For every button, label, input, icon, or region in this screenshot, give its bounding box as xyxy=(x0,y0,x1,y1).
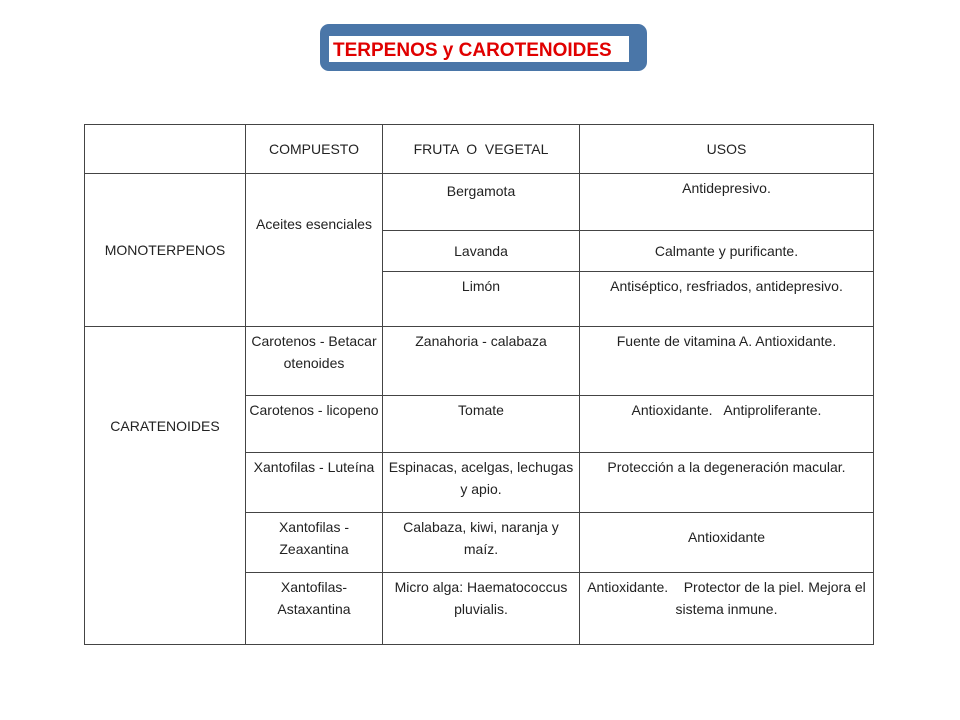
fruta-cell: Bergamota xyxy=(383,174,580,231)
header-fruta-vegetal: FRUTA O VEGETAL xyxy=(383,125,580,174)
terpenes-table xyxy=(84,124,874,645)
compound-cell: Aceites esenciales xyxy=(246,174,383,327)
usos-cell: Antiséptico, resfriados, antidepresivo. xyxy=(580,272,874,327)
compound-cell: Carotenos - Betacarotenoides xyxy=(246,327,383,396)
table-row xyxy=(85,174,874,231)
fruta-cell: Zanahoria - calabaza xyxy=(383,327,580,396)
fruta-cell: Calabaza, kiwi, naranja y maíz. xyxy=(383,513,580,573)
table-row xyxy=(85,327,874,396)
page-title: TERPENOS y CAROTENOIDES xyxy=(329,36,629,62)
fruta-cell: Tomate xyxy=(383,396,580,453)
header-usos: USOS xyxy=(580,125,874,174)
group-cell-caratenoides: CARATENOIDES xyxy=(85,327,246,645)
fruta-cell: Limón xyxy=(383,272,580,327)
usos-cell: Antidepresivo. xyxy=(580,174,874,231)
header-compuesto: COMPUESTO xyxy=(246,125,383,174)
usos-cell: Calmante y purificante. xyxy=(580,231,874,272)
fruta-cell: Micro alga: Haematococcus pluvialis. xyxy=(383,573,580,645)
fruta-cell: Lavanda xyxy=(383,231,580,272)
title-frame xyxy=(320,24,647,71)
fruta-cell: Espinacas, acelgas, lechugas y apio. xyxy=(383,453,580,513)
usos-cell: Antioxidante xyxy=(580,513,874,573)
usos-text: Antioxidante. Protector de la piel. Mejora el sistema inmune. xyxy=(587,579,870,617)
usos-cell: Fuente de vitamina A. Antioxidante. xyxy=(580,327,874,396)
compound-cell: Xantofilas - Zeaxantina xyxy=(246,513,383,573)
group-cell-monoterpenos: MONOTERPENOS xyxy=(85,174,246,327)
table-header-row xyxy=(85,125,874,174)
usos-cell: Protección a la degeneración macular. xyxy=(580,453,874,513)
header-empty-cell xyxy=(85,125,246,174)
compound-cell: Xantofilas - Luteína xyxy=(246,453,383,513)
usos-cell: Antioxidante. Antiproliferante. xyxy=(580,396,874,453)
compound-cell: Xantofilas- Astaxantina xyxy=(246,573,383,645)
compound-cell: Carotenos - licopeno xyxy=(246,396,383,453)
usos-cell xyxy=(580,573,874,645)
